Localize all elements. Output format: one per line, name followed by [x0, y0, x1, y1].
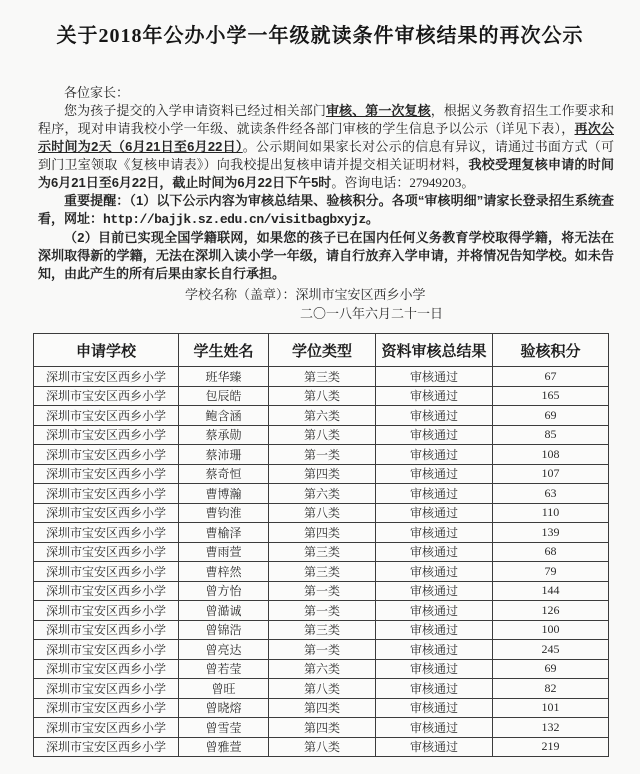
cell-degree-type: 第八类	[269, 386, 376, 406]
cell-student-name: 鲍含涵	[179, 406, 269, 426]
cell-degree-type: 第三类	[269, 562, 376, 582]
cell-school: 深圳市宝安区西乡小学	[34, 503, 179, 523]
cell-student-name: 曾雪莹	[179, 718, 269, 738]
table-row	[34, 445, 609, 465]
cell-review-result: 审核通过	[376, 523, 493, 543]
cell-student-name: 曾澔诚	[179, 601, 269, 621]
table-row	[34, 737, 609, 757]
table-row	[34, 542, 609, 562]
cell-score: 82	[493, 679, 609, 699]
cell-score: 85	[493, 425, 609, 445]
cell-score: 79	[493, 562, 609, 582]
cell-degree-type: 第八类	[269, 425, 376, 445]
signature-block	[0, 285, 640, 323]
cell-review-result: 审核通过	[376, 601, 493, 621]
cell-review-result: 审核通过	[376, 698, 493, 718]
cell-review-result: 审核通过	[376, 737, 493, 757]
cell-score: 110	[493, 503, 609, 523]
table-row	[34, 367, 609, 387]
paragraph-important-reminder-1	[38, 192, 614, 229]
table-row	[34, 581, 609, 601]
cell-score: 100	[493, 620, 609, 640]
cell-student-name: 蔡承勋	[179, 425, 269, 445]
table-row	[34, 659, 609, 679]
cell-degree-type: 第四类	[269, 698, 376, 718]
p1-text-3: 。公示期间如果家长对公示的信息有异议，请通过书面方式（可到门卫室领取《复核申请表》）向我校提出复核申请并提交相关证明材料，	[38, 139, 614, 172]
table-row	[34, 386, 609, 406]
p1-highlight-review: 审核、第一次复核	[325, 103, 431, 118]
cell-review-result: 审核通过	[376, 659, 493, 679]
table-row	[34, 640, 609, 660]
header-cell-degree-type: 学位类型	[269, 334, 376, 367]
cell-review-result: 审核通过	[376, 542, 493, 562]
table-row	[34, 523, 609, 543]
signature-school-line: 学校名称（盖章）：深圳市宝安区西乡小学	[185, 287, 426, 302]
page-title: 关于2018年公办小学一年级就读条件审核结果的再次公示	[56, 25, 584, 47]
cell-school: 深圳市宝安区西乡小学	[34, 386, 179, 406]
header-cell-student-name: 学生姓名	[179, 334, 269, 367]
cell-score: 101	[493, 698, 609, 718]
paragraph-review-notice	[38, 102, 614, 192]
p2-text-2: 。	[365, 211, 379, 226]
cell-review-result: 审核通过	[376, 581, 493, 601]
cell-score: 165	[493, 386, 609, 406]
cell-score: 108	[493, 445, 609, 465]
cell-score: 219	[493, 737, 609, 757]
cell-school: 深圳市宝安区西乡小学	[34, 484, 179, 504]
cell-student-name: 曹榆泽	[179, 523, 269, 543]
p2-url-text: http://bajjk.sz.edu.cn/visitbagbxyjz	[103, 212, 366, 227]
cell-student-name: 蔡奇恒	[179, 464, 269, 484]
table-row	[34, 464, 609, 484]
cell-degree-type: 第四类	[269, 718, 376, 738]
table-row	[34, 601, 609, 621]
header-cell-score: 验核积分	[493, 334, 609, 367]
results-table-body	[34, 367, 609, 757]
cell-degree-type: 第四类	[269, 523, 376, 543]
cell-review-result: 审核通过	[376, 484, 493, 504]
cell-school: 深圳市宝安区西乡小学	[34, 445, 179, 465]
cell-review-result: 审核通过	[376, 386, 493, 406]
table-row	[34, 503, 609, 523]
cell-review-result: 审核通过	[376, 464, 493, 484]
cell-student-name: 曾旺	[179, 679, 269, 699]
table-row	[34, 679, 609, 699]
cell-score: 107	[493, 464, 609, 484]
cell-score: 139	[493, 523, 609, 543]
cell-review-result: 审核通过	[376, 406, 493, 426]
cell-school: 深圳市宝安区西乡小学	[34, 464, 179, 484]
cell-score: 126	[493, 601, 609, 621]
cell-degree-type: 第一类	[269, 445, 376, 465]
cell-student-name: 曾若莹	[179, 659, 269, 679]
cell-school: 深圳市宝安区西乡小学	[34, 737, 179, 757]
table-row	[34, 718, 609, 738]
cell-school: 深圳市宝安区西乡小学	[34, 698, 179, 718]
table-row	[34, 484, 609, 504]
cell-student-name: 班华臻	[179, 367, 269, 387]
cell-student-name: 曾方怡	[179, 581, 269, 601]
table-header-row	[34, 334, 609, 367]
cell-degree-type: 第三类	[269, 620, 376, 640]
p2-text-1: 重要提醒：（1）以下公示内容为审核总结果、验核积分。各项“审核明细”请家长登录招生系统查看，网址：	[38, 193, 614, 226]
cell-score: 63	[493, 484, 609, 504]
cell-school: 深圳市宝安区西乡小学	[34, 425, 179, 445]
cell-degree-type: 第一类	[269, 581, 376, 601]
scanned-notice-page	[0, 22, 640, 774]
cell-degree-type: 第六类	[269, 659, 376, 679]
cell-degree-type: 第六类	[269, 406, 376, 426]
cell-student-name: 曾锦浩	[179, 620, 269, 640]
cell-score: 67	[493, 367, 609, 387]
paragraph-important-reminder-2: （2）目前已实现全国学籍联网，如果您的孩子已在国内任何义务教育学校取得学籍，将无法在深圳取得新的学籍，无法在深圳入读小学一年级，请自行放弃入学申请，并将情况告知学校。如未告知，由此产生的所有后果由家长自行承担。	[38, 230, 614, 281]
cell-score: 245	[493, 640, 609, 660]
cell-student-name: 曾晓熔	[179, 698, 269, 718]
cell-degree-type: 第八类	[269, 679, 376, 699]
cell-student-name: 曹钧淮	[179, 503, 269, 523]
cell-review-result: 审核通过	[376, 503, 493, 523]
cell-score: 68	[493, 542, 609, 562]
cell-degree-type: 第三类	[269, 542, 376, 562]
cell-score: 132	[493, 718, 609, 738]
cell-student-name: 曹雨萱	[179, 542, 269, 562]
p1-text-4: 。咨询电话：27949203。	[331, 175, 475, 190]
cell-school: 深圳市宝安区西乡小学	[34, 406, 179, 426]
cell-school: 深圳市宝安区西乡小学	[34, 679, 179, 699]
cell-school: 深圳市宝安区西乡小学	[34, 659, 179, 679]
table-row	[34, 425, 609, 445]
signature-date-line: 二〇一八年六月二十一日	[300, 306, 444, 321]
cell-student-name: 曾亮达	[179, 640, 269, 660]
cell-review-result: 审核通过	[376, 640, 493, 660]
cell-school: 深圳市宝安区西乡小学	[34, 367, 179, 387]
cell-review-result: 审核通过	[376, 620, 493, 640]
cell-degree-type: 第六类	[269, 484, 376, 504]
cell-student-name: 蔡沛珊	[179, 445, 269, 465]
table-row	[34, 406, 609, 426]
table-row	[34, 562, 609, 582]
header-cell-school: 申请学校	[34, 334, 179, 367]
cell-review-result: 审核通过	[376, 562, 493, 582]
cell-school: 深圳市宝安区西乡小学	[34, 523, 179, 543]
cell-degree-type: 第三类	[269, 367, 376, 387]
header-cell-review-result: 资料审核总结果	[376, 334, 493, 367]
notice-body	[38, 84, 614, 283]
p1-highlight-publicity-period: 再次公示时间为2天（6月21日至6月22日）	[38, 121, 614, 154]
cell-degree-type: 第四类	[269, 464, 376, 484]
results-table	[33, 333, 609, 757]
cell-score: 69	[493, 659, 609, 679]
cell-review-result: 审核通过	[376, 718, 493, 738]
cell-review-result: 审核通过	[376, 445, 493, 465]
cell-school: 深圳市宝安区西乡小学	[34, 620, 179, 640]
cell-degree-type: 第一类	[269, 640, 376, 660]
cell-school: 深圳市宝安区西乡小学	[34, 601, 179, 621]
salutation: 各位家长：	[64, 85, 130, 100]
cell-score: 69	[493, 406, 609, 426]
p1-text-1: 您为孩子提交的入学申请资料已经过相关部门	[64, 103, 326, 118]
cell-school: 深圳市宝安区西乡小学	[34, 640, 179, 660]
p1-text-2: ，根据义务教育招生工作要求和程序，现对申请我校小学一年级、就读条件经各部门审核的学生信息予以公示（详见下表），	[38, 103, 614, 136]
cell-school: 深圳市宝安区西乡小学	[34, 581, 179, 601]
cell-degree-type: 第八类	[269, 503, 376, 523]
cell-degree-type: 第八类	[269, 737, 376, 757]
cell-student-name: 曹梓然	[179, 562, 269, 582]
cell-school: 深圳市宝安区西乡小学	[34, 718, 179, 738]
cell-student-name: 包辰皓	[179, 386, 269, 406]
cell-score: 144	[493, 581, 609, 601]
cell-review-result: 审核通过	[376, 367, 493, 387]
cell-student-name: 曹博瀚	[179, 484, 269, 504]
cell-student-name: 曾雅萱	[179, 737, 269, 757]
p1-highlight-recheck-time: 我校受理复核申请的时间为6月21日至6月22日，截止时间为6月22日下午5时	[38, 157, 614, 190]
cell-school: 深圳市宝安区西乡小学	[34, 562, 179, 582]
table-row	[34, 698, 609, 718]
cell-review-result: 审核通过	[376, 679, 493, 699]
cell-degree-type: 第一类	[269, 601, 376, 621]
cell-school: 深圳市宝安区西乡小学	[34, 542, 179, 562]
cell-review-result: 审核通过	[376, 425, 493, 445]
table-row	[34, 620, 609, 640]
